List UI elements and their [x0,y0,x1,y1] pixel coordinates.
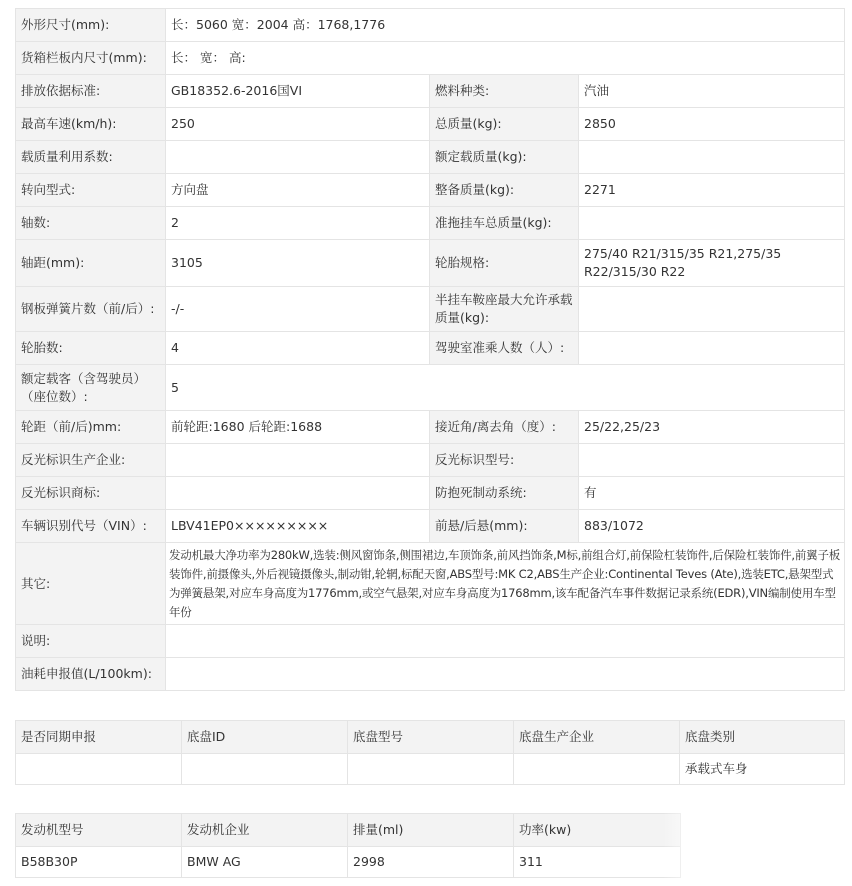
spec-value-tires: 275/40 R21/315/35 R21,275/35 R22/315/30 R22 [579,240,845,287]
spec-row [16,108,845,141]
spec-value: 方向盘 [166,174,430,207]
spec-label: 前悬/后悬(mm): [430,510,579,543]
spec-row [16,240,845,287]
spec-value-other: 发动机最大净功率为280kW,选装:侧风窗饰条,侧围裙边,车顶饰条,前风挡饰条,M标,前组合灯,前保险杠装饰件,后保险杠装饰件,前翼子板装饰件,前摄像头,外后视镜摄像头,制动钳,轮辋,标配天窗,ABS型号:MK C2,ABS生产企业:Continental Teves (Ate),选装ETC,悬架型式为弹簧悬架,对应车身高度为1776mm,或空气悬架,对应车身高度为1768mm,该车配备汽车事件数据记录系统(EDR),VIN编制使用车型年份 [166,543,845,625]
spec-value: GB18352.6-2016国VI [166,75,430,108]
spec-label: 轴距(mm): [16,240,166,287]
edge-fade [663,813,715,883]
spec-label: 轮胎规格: [430,240,579,287]
engine-header: 发动机企业 [182,814,348,847]
spec-value: 前轮距:1680 后轮距:1688 [166,411,430,444]
spec-value [166,658,845,691]
chassis-header-row [16,721,845,754]
spec-row-dimensions [16,9,845,42]
spec-value: 2271 [579,174,845,207]
spec-label: 轮距（前/后)mm: [16,411,166,444]
spec-label: 驾驶室准乘人数（人）: [430,332,579,365]
spec-label: 反光标识型号: [430,444,579,477]
spec-label: 外形尺寸(mm): [16,9,166,42]
chassis-cell [514,754,680,785]
spec-value [579,141,845,174]
engine-header: 排量(ml) [348,814,514,847]
spec-label: 货箱栏板内尺寸(mm): [16,42,166,75]
engine-header: 发动机型号 [16,814,182,847]
engine-header-row [16,814,681,847]
spec-value [166,625,845,658]
spec-label: 半挂车鞍座最大允许承载质量(kg): [430,287,579,332]
engine-table [15,813,681,878]
spec-value: -/- [166,287,430,332]
spec-row-fuel [16,658,845,691]
spec-label: 油耗申报值(L/100km): [16,658,166,691]
spec-label: 排放依据标准: [16,75,166,108]
chassis-row [16,754,845,785]
spec-label: 防抱死制动系统: [430,477,579,510]
spec-value [579,287,845,332]
spec-label: 反光标识生产企业: [16,444,166,477]
chassis-header: 底盘类别 [680,721,845,754]
spec-value: 25/22,25/23 [579,411,845,444]
spec-row [16,332,845,365]
chassis-header: 是否同期申报 [16,721,182,754]
chassis-cell [348,754,514,785]
spec-value: 长： 宽： 高: [166,42,845,75]
spec-row [16,141,845,174]
spec-value [579,444,845,477]
spec-label: 接近角/离去角（度）: [430,411,579,444]
spec-label: 反光标识商标: [16,477,166,510]
spec-label: 总质量(kg): [430,108,579,141]
spec-value [166,444,430,477]
spec-value: 2850 [579,108,845,141]
spec-value: 883/1072 [579,510,845,543]
engine-section [15,813,715,883]
spec-label: 整备质量(kg): [430,174,579,207]
chassis-header: 底盘型号 [348,721,514,754]
chassis-cell: 承载式车身 [680,754,845,785]
spec-row-cargo-box [16,42,845,75]
spec-label: 说明: [16,625,166,658]
spec-label: 准拖挂车总质量(kg): [430,207,579,240]
spec-label: 车辆识别代号（VIN）: [16,510,166,543]
engine-cell: 2998 [348,847,514,878]
spec-row [16,411,845,444]
spec-row-note [16,625,845,658]
spec-value [166,141,430,174]
chassis-cell [182,754,348,785]
spec-value: 3105 [166,240,430,287]
spec-label: 轮胎数: [16,332,166,365]
chassis-cell [16,754,182,785]
spec-row [16,75,845,108]
chassis-header: 底盘生产企业 [514,721,680,754]
spec-value [579,207,845,240]
spec-value: 5 [166,365,845,411]
spec-label: 转向型式: [16,174,166,207]
engine-cell: 311 [514,847,681,878]
spec-value: 4 [166,332,430,365]
spec-row [16,207,845,240]
spec-label: 额定载客（含驾驶员）（座位数）: [16,365,166,411]
spec-row [16,444,845,477]
spec-value-vin: LBV41EP0××××××××× [166,510,430,543]
spec-value [166,477,430,510]
spec-row-other [16,543,845,625]
vehicle-spec-table [15,8,845,691]
spec-row-passengers [16,365,845,411]
spec-label: 其它: [16,543,166,625]
spec-row [16,477,845,510]
spec-value: 250 [166,108,430,141]
spec-value: 长：5060 宽：2004 高：1768,1776 [166,9,845,42]
spec-row [16,174,845,207]
engine-header: 功率(kw) [514,814,681,847]
spec-value [579,332,845,365]
chassis-table [15,720,845,785]
engine-row [16,847,681,878]
spec-label: 燃料种类: [430,75,579,108]
spec-row [16,287,845,332]
spec-value: 2 [166,207,430,240]
spec-label: 载质量利用系数: [16,141,166,174]
spec-label: 额定载质量(kg): [430,141,579,174]
spec-label: 轴数: [16,207,166,240]
spec-row [16,510,845,543]
spec-label: 钢板弹簧片数（前/后）: [16,287,166,332]
spec-label: 最高车速(km/h): [16,108,166,141]
engine-cell: B58B30P [16,847,182,878]
spec-value: 汽油 [579,75,845,108]
chassis-header: 底盘ID [182,721,348,754]
spec-value: 有 [579,477,845,510]
engine-cell: BMW AG [182,847,348,878]
